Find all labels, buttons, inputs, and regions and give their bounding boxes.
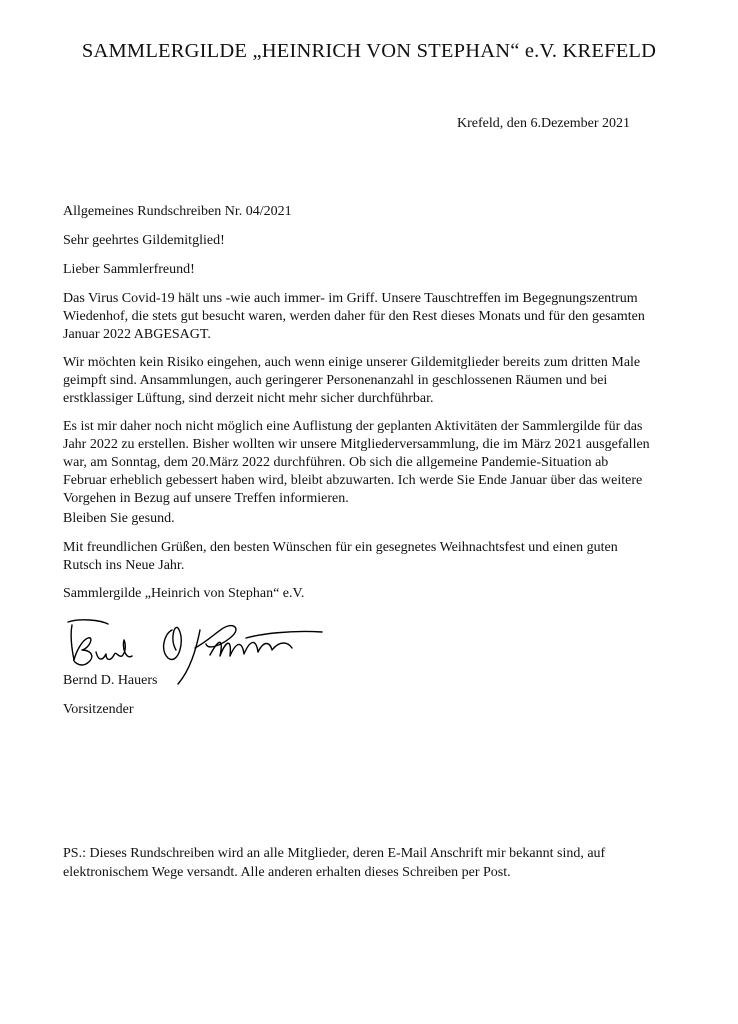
organization-name: Sammlergilde „Heinrich von Stephan“ e.V.	[63, 586, 305, 601]
postscript: PS.: Dieses Rundschreiben wird an alle Mitglieder, deren E-Mail Anschrift mir bekannt sind, auf elektronischem Wege versandt. Alle anderen erhalten dieses Schreiben per Post.	[63, 846, 606, 880]
letterhead-title: SAMMLERGILDE „HEINRICH VON STEPHAN“ e.V. KREFELD	[81, 40, 657, 62]
place-and-date: Krefeld, den 6.Dezember 2021	[457, 116, 630, 131]
closing-greetings: Mit freundlichen Grüßen, den besten Wünschen für ein gesegnetes Weihnachtsfest und einen guten Rutsch ins Neue Jahr.	[63, 540, 618, 573]
paragraph-activities: Es ist mir daher noch nicht möglich eine Auflistung der geplanten Aktivitäten der Sammlergilde für das Jahr 2022 zu erstellen. Bisher wollten wir unsere Mitgliederversammlung, die im März 2021 ausgefallen war, am Sonntag, dem 20.März 2022 durchführen. Ob sich die allgemeine Pandemie-Situation ab Februar erheblich gebessert haben wird, bleibt abzuwarten. Ich werde Sie Ende Januar über das weitere Vorgehen in Bezug auf unsere Treffen informieren.	[63, 419, 650, 506]
closing-stay-healthy: Bleiben Sie gesund.	[63, 511, 175, 526]
paragraph-risk: Wir möchten kein Risiko eingehen, auch wenn einige unserer Gildemitglieder bereits zum dritten Male geimpft sind. Ansammlungen, auch geringerer Personenanzahl in geschlossenen Räumen und bei erstklassiger Lüftung, sind derzeit nicht mehr sicher durchführbar.	[63, 355, 641, 406]
letter-subject: Allgemeines Rundschreiben Nr. 04/2021	[63, 204, 292, 219]
salutation-formal: Sehr geehrtes Gildemitglied!	[63, 233, 225, 248]
salutation-informal: Lieber Sammlerfreund!	[63, 262, 195, 277]
signatory-role: Vorsitzender	[63, 702, 134, 717]
paragraph-covid-cancellation: Das Virus Covid-19 hält uns -wie auch immer- im Griff. Unsere Tauschtreffen im Begegnungszentrum Wiedenhof, die stets gut besucht waren, werden daher für den Rest dieses Monats und für den gesamten Januar 2022 ABGESAGT.	[63, 291, 645, 342]
signatory-name: Bernd D. Hauers	[63, 673, 158, 688]
